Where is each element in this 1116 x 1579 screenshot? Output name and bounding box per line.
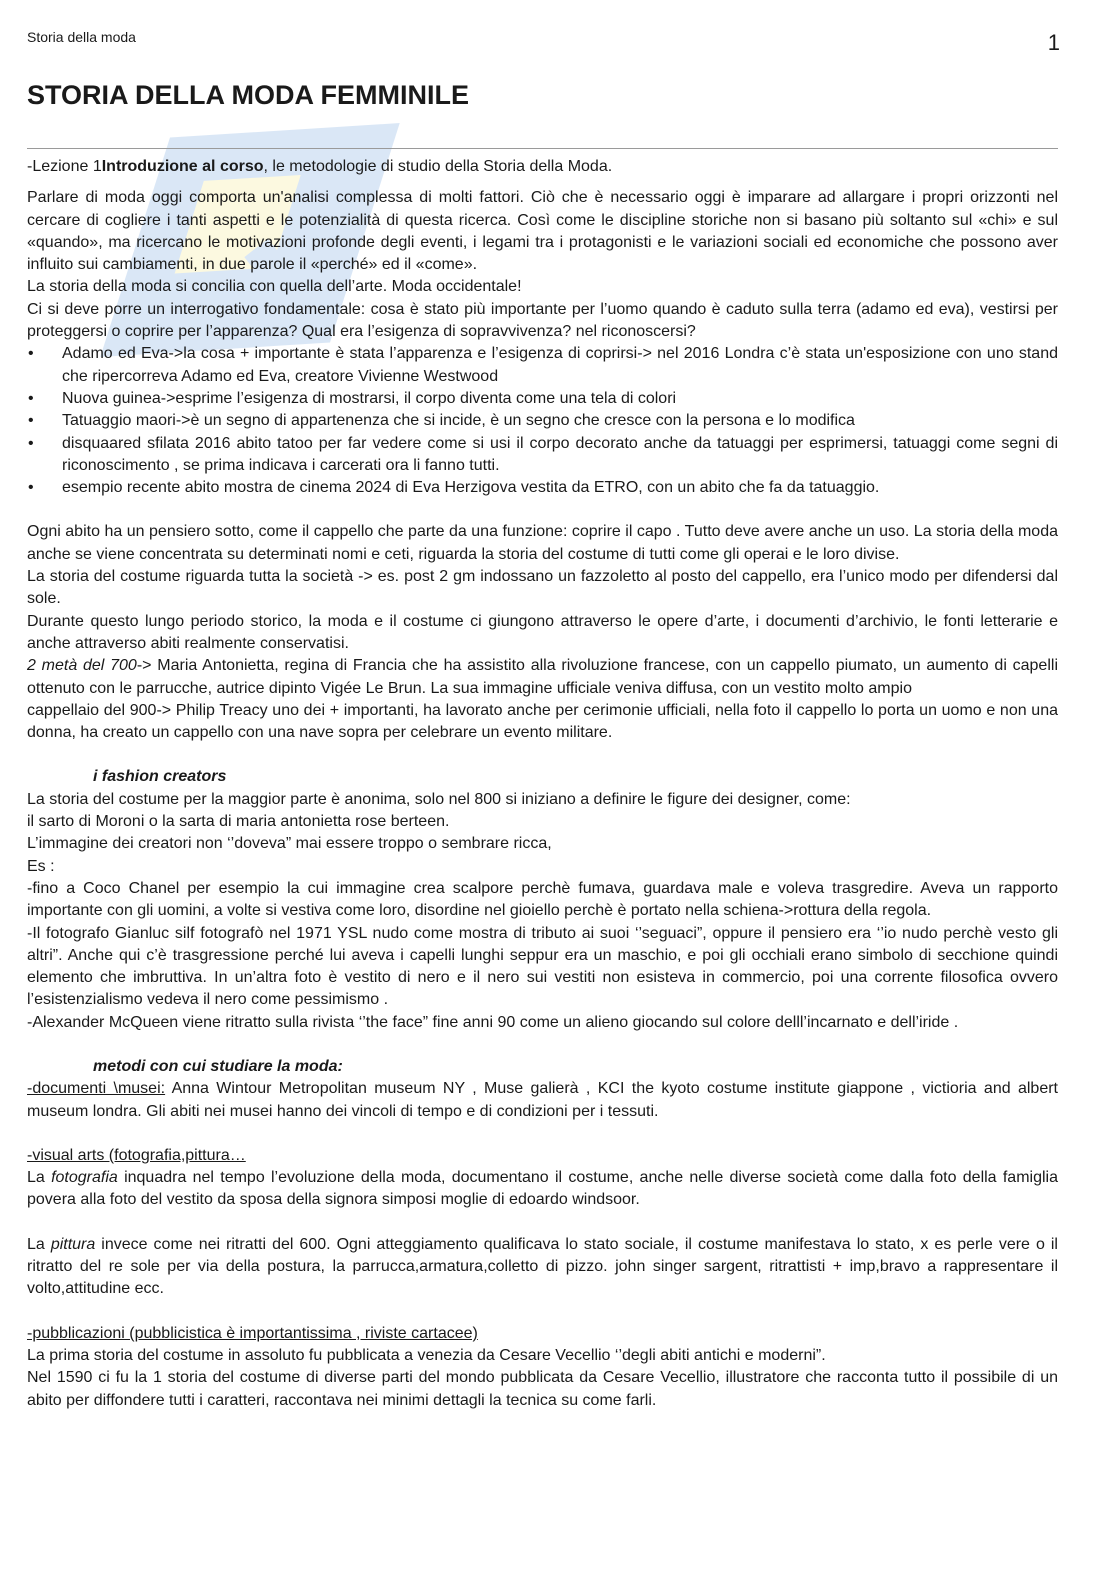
list-item: • Tatuaggio maori->è un segno di appartenenza che si incide, è un segno che cresce con la persona e lo modifica xyxy=(27,410,1058,432)
page-number: 1 xyxy=(1047,30,1060,55)
bullet-icon: • xyxy=(28,479,34,497)
lesson-prefix: -Lezione 1 xyxy=(27,158,102,175)
lesson-line xyxy=(27,156,1058,178)
creators-line-4: Es : xyxy=(27,857,55,875)
lesson-subtitle: , le metodologie di studio della Storia della Moda. xyxy=(263,158,613,175)
section-heading-methods: metodi con cui studiare la moda: xyxy=(93,1057,343,1075)
document-title: STORIA DELLA MODA FEMMINILE xyxy=(27,80,469,110)
body-paragraph-1: Ogni abito ha un pensiero sotto, come il cappello che parte da una funzione: coprire il capo . Tutto deve avere anche un uso. La storia della moda anche se viene concentrata su determinati nomi e ceti, riguarda la storia del costume di tutti come gli operai e le loro divise. xyxy=(27,523,1058,563)
list-item: • Adamo ed Eva->la cosa + importante è stata l’apparenza e l’esigenza di coprirsi-> nel 2016 Londra c’è stata un'esposizione con uno stand che ripercorreva Adamo ed Eva, creatore Vivienne Westwood xyxy=(28,345,1058,385)
methods-painting: La pittura invece come nei ritratti del 600. Ogni atteggiamento qualificava lo stato sociale, il costume manifestava lo stato, x es perle vere o il ritratto del re sole per via della postura, la parrucca,armatura,colletto di pizzo. john singer sargent, ritrattisti + imp,bravo a rappresentare il volto,attitudine ecc. xyxy=(27,1235,1058,1298)
methods-publications-1: La prima storia del costume in assoluto fu pubblicata a venezia da Cesare Vecellio ‘’degli abiti antichi e moderni”. xyxy=(27,1346,826,1364)
intro-paragraph-3: Ci si deve porre un interrogativo fondamentale: cosa è stato più importante per l’uomo quando è caduto sulla terra (adamo ed eva), vestirsi per proteggersi o coprire per l’apparenza? Qual era l’esigenza di sopravvivenza? nel riconoscersi? xyxy=(27,300,1058,341)
bullet-list xyxy=(27,343,1058,499)
methods-visual-arts-label: -visual arts (fotografia,pittura… xyxy=(27,1146,246,1164)
list-item: • esempio recente abito mostra de cinema 2024 di Eva Herzigova vestita da ETRO, con un abito che fa da tatuaggio. xyxy=(27,477,1058,499)
creators-line-5: -fino a Coco Chanel per esempio la cui immagine crea scalpore perchè fumava, guardava male e voleva trasgredire. Aveva un rapporto importante con gli uomini, a volte si vestiva come loro, disordine nel gioiello perchè è portato nella schiena->rottura della regola. xyxy=(27,879,1058,920)
list-item: • disquaared sfilata 2016 abito tatoo per far vedere come si usi il corpo decorato anche da tatuaggi per esprimersi, tatuaggi come segni di riconoscimento , se prima indicava i carcerati ora li fanno tutti. xyxy=(28,434,1058,474)
body-paragraph-5: cappellaio del 900-> Philip Treacy uno dei + importanti, ha lavorato anche per cerimonie ufficiali, nella foto il cappello lo porta un uomo e non una donna, ha creato un cappello con una nave sopra per celebrare un evento militare. xyxy=(27,701,1058,742)
creators-line-3: L’immagine dei creatori non ‘’doveva” mai essere troppo o sembrare ricca, xyxy=(27,835,552,853)
title-divider xyxy=(27,148,1058,149)
body-paragraph-3: Durante questo lungo periodo storico, la moda e il costume ci giungono attraverso le opere d’arte, i documenti d’archivio, le fonti letterarie e anche attraverso abiti realmente conservatisi. xyxy=(27,612,1058,652)
section-heading-fashion-creators: i fashion creators xyxy=(93,768,227,786)
methods-documents: -documenti \musei: Anna Wintour Metropolitan museum NY , Muse galierà , KCI the kyoto costume institute giappone , victioria and albert museum londra. Gli abiti nei musei hanno dei vincoli di tempo e di condizioni per i tessuti. xyxy=(27,1080,1058,1120)
body-paragraph-2: La storia del costume riguarda tutta la società -> es. post 2 gm indossano un fazzoletto al posto del cappello, era l’unico modo per difendersi dal sole. xyxy=(27,568,1058,608)
bullet-icon: • xyxy=(28,389,34,407)
bullet-icon: • xyxy=(28,345,34,363)
intro-paragraph-1: Parlare di moda oggi comporta un'analisi complessa di molti fattori. Ciò che è necessario oggi è imparare ad allargare i propri orizzonti nel cercare di cogliere i tanti aspetti e le potenzialità di questa ricerca. Così come le discipline storiche non si basano più soltanto sul «chi» e sul «quando», ma ricercano le motivazioni profonde degli eventi, i legami tra i protagonisti e le variazioni sociali ed economiche che possono aver influito sui cambiamenti, in due parole il «perché» ed il «come». xyxy=(27,189,1058,274)
creators-line-1: La storia del costume per la maggior parte è anonima, solo nel 800 si iniziano a definire le figure dei designer, come: xyxy=(27,790,851,808)
bullet-icon: • xyxy=(28,412,34,430)
running-header: Storia della moda xyxy=(27,29,136,45)
document-body xyxy=(27,156,1058,1412)
creators-line-7: -Alexander McQueen viene ritratto sulla rivista ‘’the face” fine anni 90 come un alieno giocando sul colore delll’incarnato e dell’iride . xyxy=(27,1013,959,1031)
creators-line-6: -Il fotografo Gianluc silf fotografò nel 1971 YSL nudo come mostra di tributo ai suoi ‘’seguaci”, oppure il pensiero era ‘’io nudo perchè vesto gli altri”. Anche qui c’è trasgressione perché lui aveva i capelli lunghi seppur era un maschio, e poi gli occhiali erano simbolo di secchione quindi elemento che imbruttiva. In un’altra foto è vestito di nero e il nero sui vestiti non esisteva in commercio, poi una corrente filosofica ovvero l’esistenzialismo vedeva il nero come pessimismo . xyxy=(27,924,1058,1009)
body-paragraph-4: 2 metà del 700-> Maria Antonietta, regina di Francia che ha assistito alla rivoluzione francese, con un cappello piumato, un aumento di capelli ottenuto con le parrucche, autrice dipinto Vigée Le Brun. La sua immagine ufficiale veniva diffusa, con un vestito molto ampio xyxy=(27,657,1058,697)
bullet-icon: • xyxy=(28,434,34,452)
list-item: • Nuova guinea->esprime l’esigenza di mostrarsi, il corpo diventa come una tela di colori xyxy=(27,388,1058,410)
creators-line-2: il sarto di Moroni o la sarta di maria antonietta rose berteen. xyxy=(27,813,450,831)
intro-paragraph-2: La storia della moda si concilia con quella dell’arte. Moda occidentale! xyxy=(27,278,522,296)
methods-publications-label: -pubblicazioni (pubblicistica è importantissima , riviste cartacee) xyxy=(27,1324,478,1342)
methods-photography: La fotografia inquadra nel tempo l’evoluzione della moda, documentano il costume, anche nelle diverse società come dalla foto della famiglia povera alla foto del vestito da sposa della signora simposi moglie di edoardo windsoor. xyxy=(27,1169,1058,1209)
methods-publications-2: Nel 1590 ci fu la 1 storia del costume di diverse parti del mondo pubblicata da Cesare Vecellio, illustratore che racconta tutto il possibile di un abito per diffondere tutti i caratteri, raccontava nei minimi dettagli la tecnica su come farli. xyxy=(27,1369,1058,1409)
lesson-title: Introduzione al corso xyxy=(101,158,264,175)
